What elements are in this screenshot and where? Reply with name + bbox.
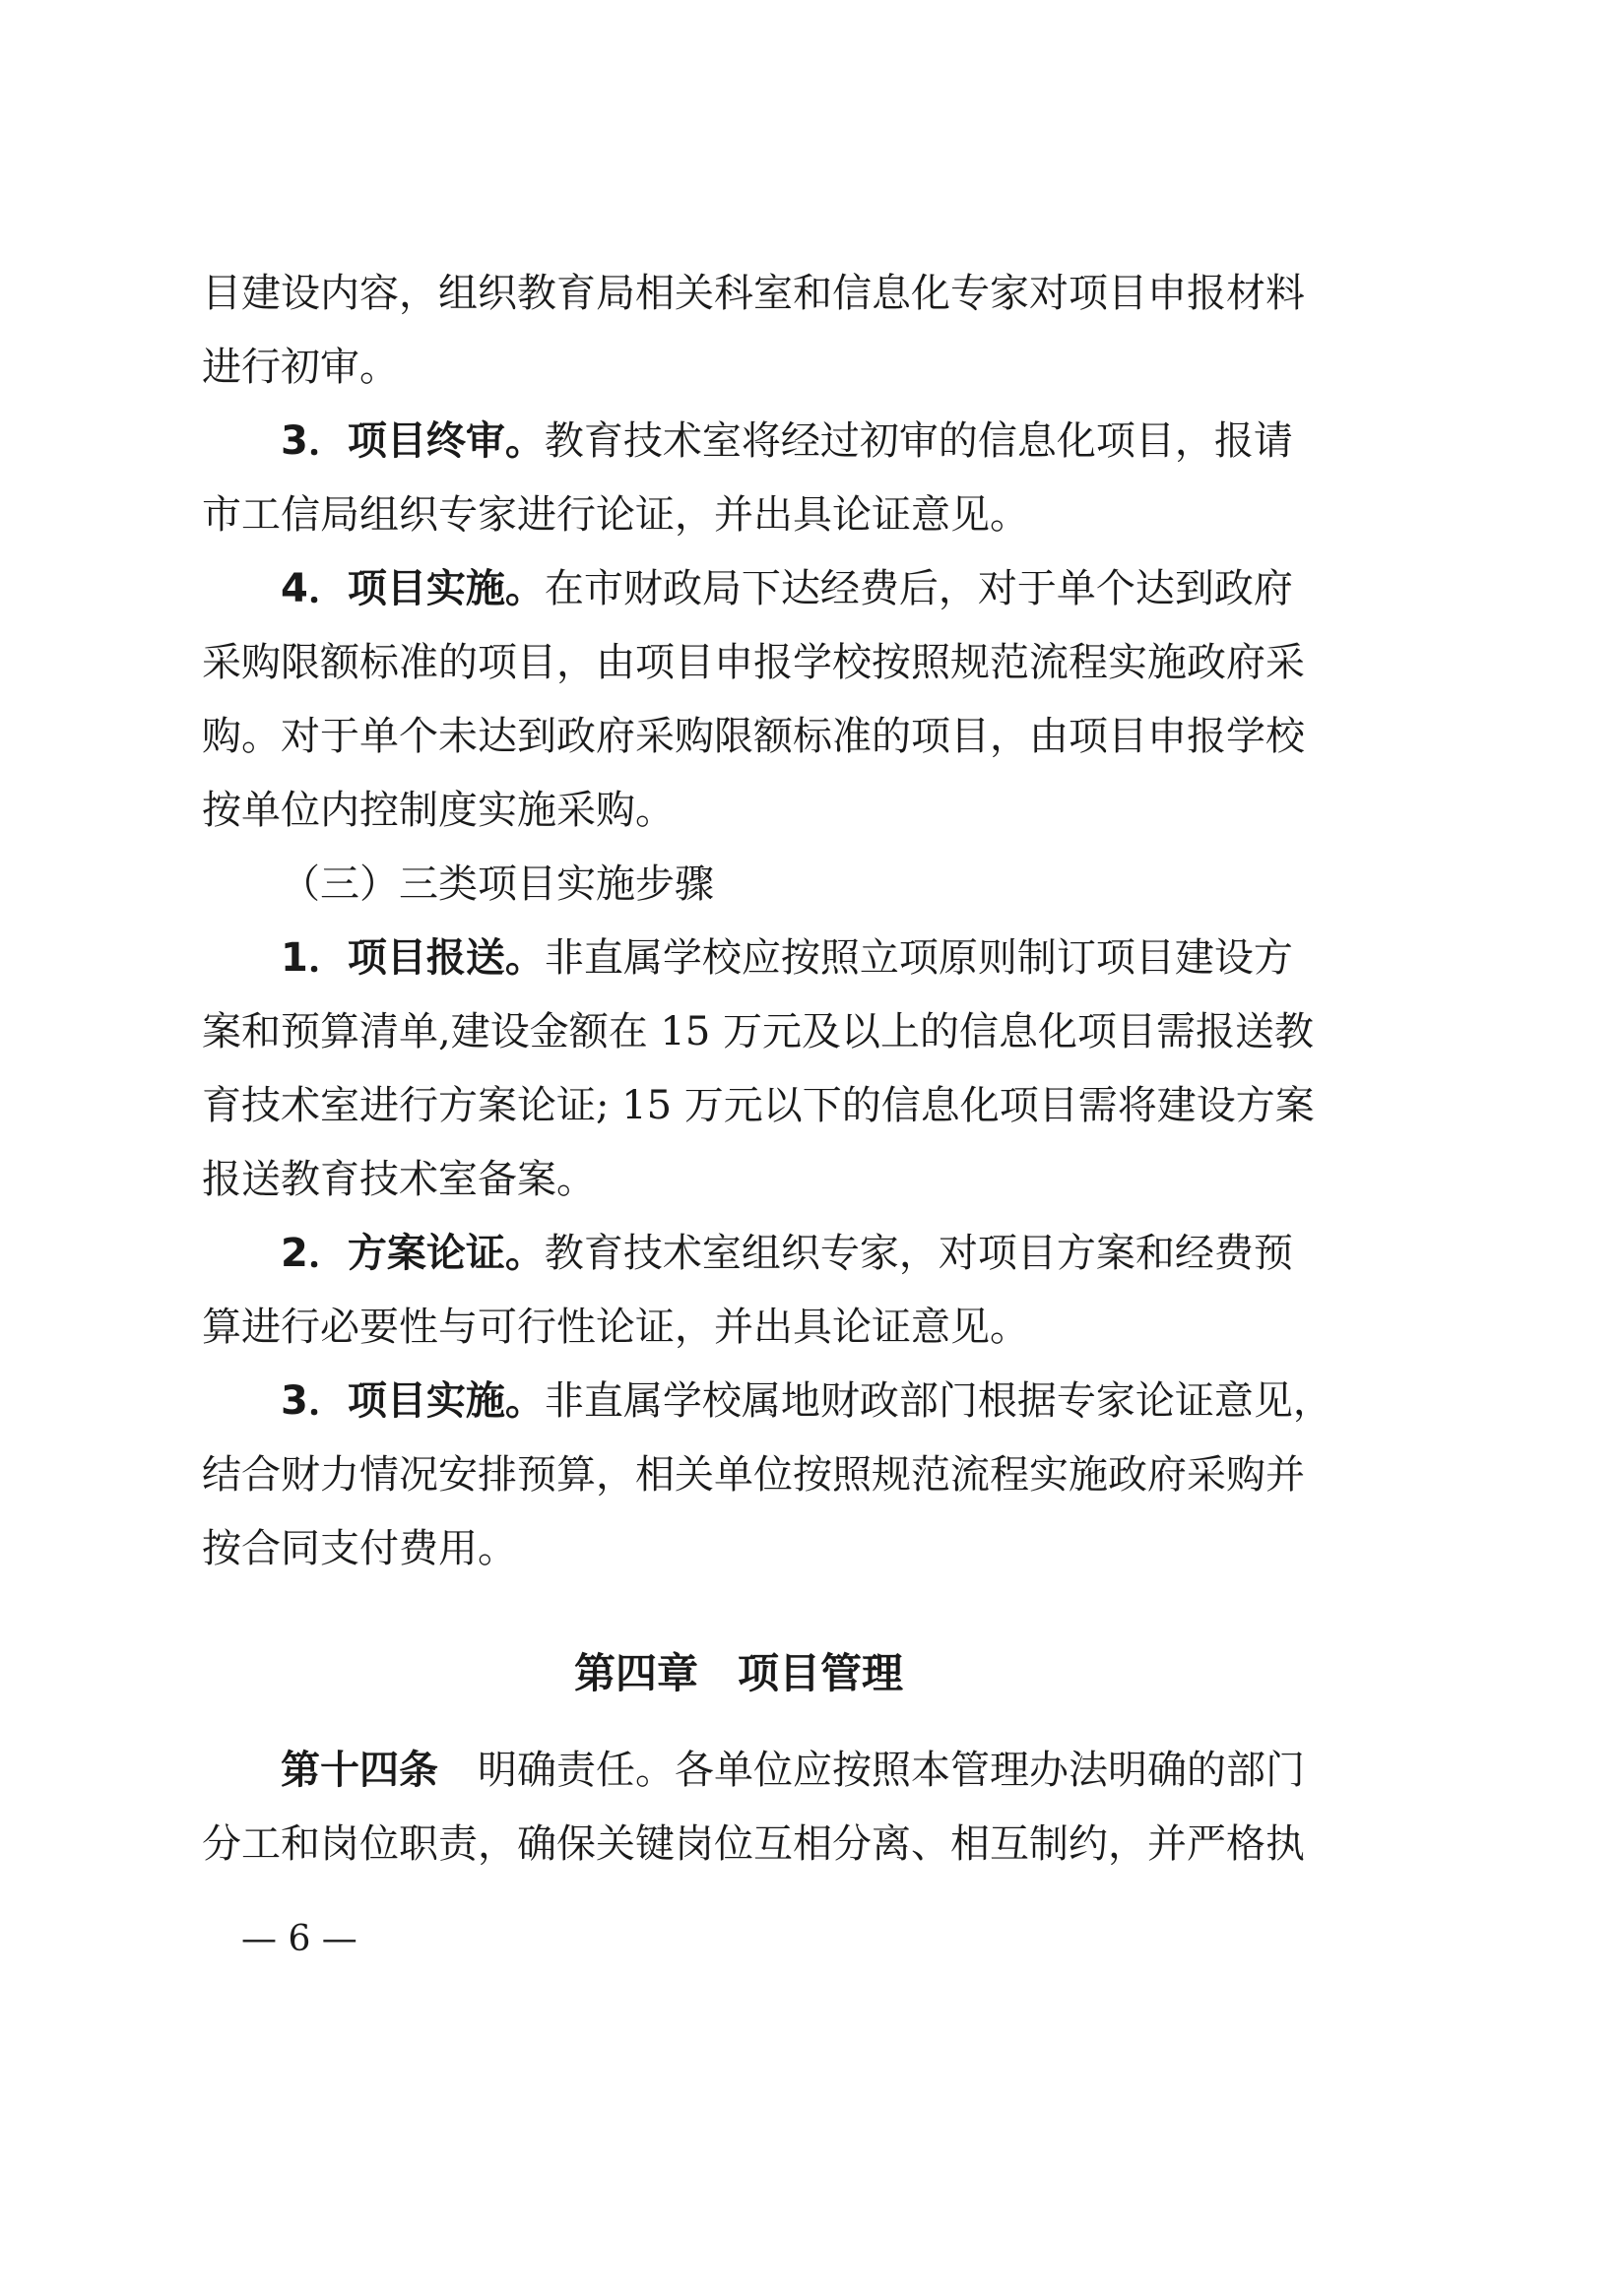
body-line: 目建设内容，组织教育局相关科室和信息化专家对项目申报材料 [202,271,1305,316]
body-line: 购。对于单个未达到政府采购限额标准的项目，由项目申报学校 [202,714,1305,759]
chapter-heading [0,1634,1477,1713]
article-text: 明确责任。各单位应按照本管理办法明确的部门 [478,1748,1305,1793]
article-line [281,1731,1305,1810]
item-heading-line [281,1362,1332,1440]
body-line: 育技术室进行方案论证; 15 万元以下的信息化项目需将建设方案 [202,1083,1315,1128]
section-heading: （三）三类项目实施步骤 [281,861,714,907]
item-heading-line [281,402,1293,480]
body-line: 按合同支付费用。 [202,1526,517,1571]
item-label: 3．项目终审。 [281,418,545,464]
chapter-number: 第四章 [573,1649,698,1697]
article-label: 第十四条 [281,1748,438,1793]
body-line: 进行初审。 [202,345,399,390]
item-text: 教育技术室将经过初审的信息化项目，报请 [544,418,1293,464]
body-line: 市工信局组织专家进行论证，并出具论证意见。 [202,492,1029,538]
chapter-title: 项目管理 [738,1649,904,1697]
body-line: 案和预算清单,建设金额在 15 万元及以上的信息化项目需报送教 [202,1009,1315,1054]
page-number: — 6 — [241,1919,357,1959]
body-line: 报送教育技术室备案。 [202,1157,596,1202]
body-line: 按单位内控制度实施采购。 [202,788,675,833]
body-line: 算进行必要性与可行性论证，并出具论证意见。 [202,1305,1029,1350]
body-line: 分工和岗位职责，确保关键岗位互相分离、相互制约，并严格执 [202,1821,1305,1867]
body-line: 采购限额标准的项目，由项目申报学校按照规范流程实施政府采 [202,640,1305,685]
body-line: 结合财力情况安排预算，相关单位按照规范流程实施政府采购并 [202,1452,1305,1498]
item-text: 非直属学校应按照立项原则制订项目建设方 [544,935,1293,981]
item-label: 2．方案论证。 [281,1231,545,1276]
item-text: 教育技术室组织专家，对项目方案和经费预 [544,1231,1293,1276]
item-label: 1．项目报送。 [281,935,545,981]
item-heading-line [281,549,1293,628]
item-heading-line [281,1214,1293,1293]
item-label: 3．项目实施。 [281,1378,545,1424]
item-label: 4．项目实施。 [281,566,545,611]
item-text: 非直属学校属地财政部门根据专家论证意见， [544,1378,1332,1424]
item-heading-line [281,919,1293,997]
item-text: 在市财政局下达经费后，对于单个达到政府 [544,566,1293,611]
